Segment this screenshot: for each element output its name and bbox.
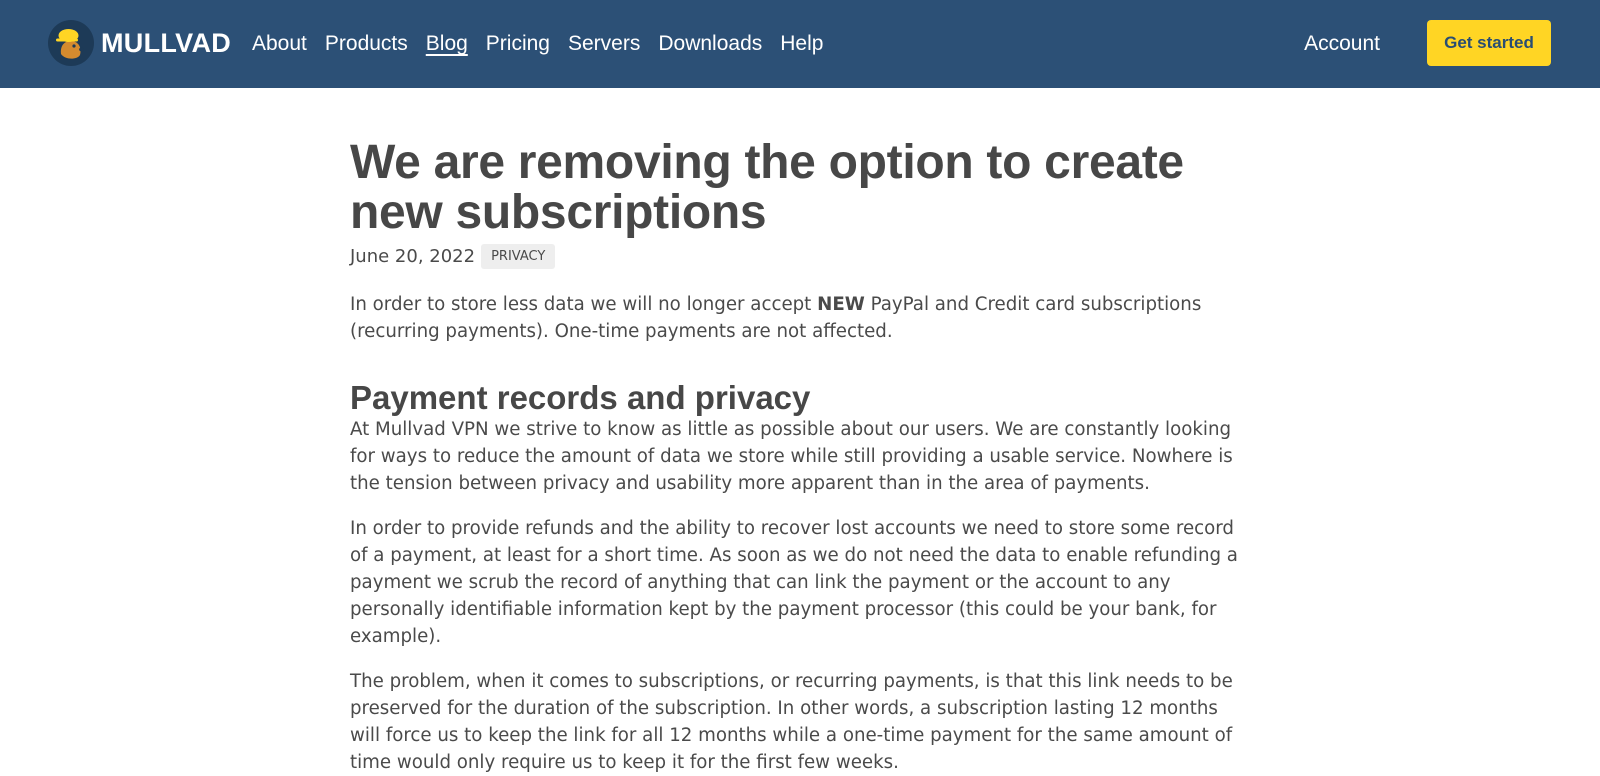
main-nav (252, 0, 841, 88)
nav-about[interactable]: About (252, 32, 307, 56)
nav-pricing[interactable]: Pricing (485, 32, 550, 56)
article-paragraph: At Mullvad VPN we strive to know as little as possible about our users. We are constantly looking for ways to reduce the amount of data we store while still providing a usable service. Nowhere is the tension between privacy and usability more apparent than in the area of payments. (350, 419, 1233, 494)
article-paragraph: In order to provide refunds and the ability to recover lost accounts we need to store some record of a payment, at least for a short time. As soon as we do not need the data to enable refunding a payment we scrub the record of anything that can link the payment or the account to any personally identifiable information kept by the payment processor (this could be your bank, for example). (350, 518, 1238, 647)
article-title: We are removing the option to create new subscriptions (350, 136, 1184, 239)
nav-products[interactable]: Products (324, 32, 408, 56)
top-navigation-bar (0, 0, 1600, 88)
article-meta (350, 242, 1250, 270)
lead-text-start: In order to store less data we will no longer accept (350, 294, 818, 315)
account-link[interactable]: Account (1304, 32, 1380, 55)
blog-article (350, 138, 1250, 776)
lead-text-end: PayPal and Credit card subscriptions (recurring payments). One-time payments are not affected. (350, 294, 1202, 342)
mullvad-logo-link[interactable] (48, 20, 231, 66)
nav-help[interactable]: Help (780, 32, 824, 56)
nav-downloads[interactable]: Downloads (658, 32, 763, 56)
nav-blog[interactable]: Blog (425, 32, 468, 56)
section-heading: Payment records and privacy (350, 379, 811, 416)
lead-emphasis: NEW (817, 294, 865, 315)
article-paragraph: The problem, when it comes to subscriptions, or recurring payments, is that this link needs to be preserved for the duration of the subscription. In other words, a subscription lasting 12 months will force us to keep the link for all 12 months while a one-time payment for the same amount of time would only require us to keep it for the first few weeks. (350, 671, 1233, 773)
article-date: June 20, 2022 (350, 245, 476, 267)
article-lead (350, 291, 1250, 345)
nav-servers[interactable]: Servers (568, 32, 641, 56)
brand-name: MULLVAD (101, 27, 232, 58)
get-started-button[interactable]: Get started (1427, 20, 1551, 66)
mullvad-mole-helmet-logo-icon (48, 20, 94, 66)
article-tag-privacy[interactable]: PRIVACY (481, 244, 555, 269)
